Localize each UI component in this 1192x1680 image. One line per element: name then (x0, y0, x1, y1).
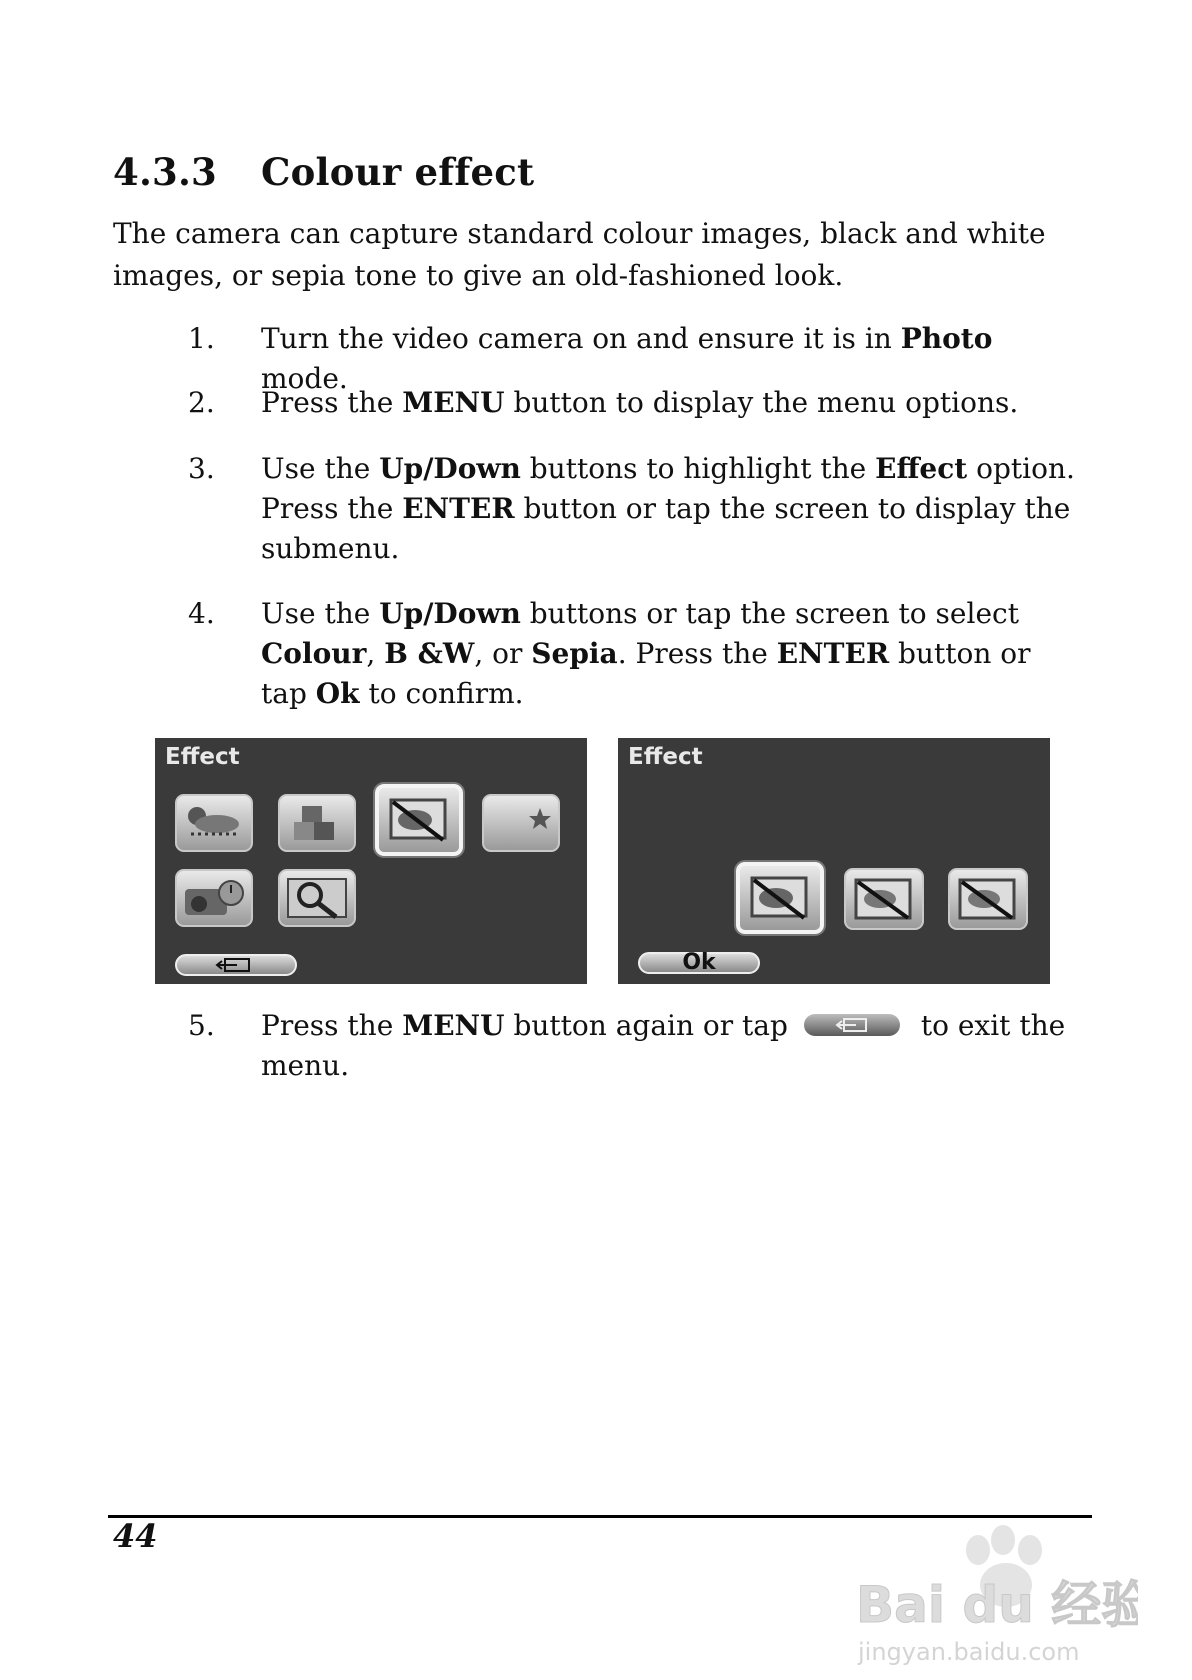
page-number: 44 (113, 1517, 158, 1555)
back-arrow-icon (804, 1014, 900, 1036)
back-arrow-icon (177, 956, 295, 974)
screen-title: Effect (165, 744, 240, 770)
step-1: 1. Turn the video camera on and ensure it is in Photo mode. (188, 322, 993, 395)
watermark-brand: Bai du 经验 (856, 1576, 1138, 1634)
screen-title: Effect (628, 744, 703, 770)
effect-menu-screen (155, 738, 587, 984)
step-5: 5. Press the MENU button again or tap to exit the menu. (188, 1009, 1066, 1082)
baidu-paw-logo (848, 1510, 1138, 1665)
magnifier-icon[interactable] (278, 869, 356, 927)
intro-paragraph: The camera can capture standard colour images, black and white images, or sepia tone to give an old-fashioned look. (113, 217, 1046, 292)
ok-button[interactable] (638, 952, 760, 974)
step-3: 3. Use the Up/Down buttons to highlight the Effect option. Press the ENTER button or tap the screen to display the submenu. (188, 452, 1075, 565)
section-number: 4.3.3 (113, 150, 217, 194)
bw-icon[interactable] (844, 868, 924, 930)
sepia-icon[interactable] (948, 868, 1028, 930)
ok-label: Ok (682, 950, 716, 975)
section-title: Colour effect (261, 150, 535, 194)
step-2: 2. Press the MENU button to display the menu options. (188, 386, 1019, 419)
cubes-icon[interactable] (278, 794, 356, 852)
colour-effect-icon[interactable] (375, 784, 463, 856)
night-moon-icon[interactable] (482, 794, 560, 852)
weather-icon[interactable] (175, 794, 253, 852)
step-4: 4. Use the Up/Down buttons or tap the screen to select Colour, B &W, or Sepia. Press the ENTER button or tap Ok to confirm. (188, 597, 1031, 710)
camera-timer-icon[interactable] (175, 869, 253, 927)
section-heading (113, 150, 534, 194)
colour-icon[interactable] (736, 862, 824, 934)
baidu-watermark (848, 1510, 1138, 1665)
watermark-url: jingyan.baidu.com (858, 1638, 1080, 1665)
back-button[interactable] (175, 954, 297, 976)
back-button-inline (804, 1014, 900, 1036)
effect-submenu-screen (618, 738, 1050, 984)
